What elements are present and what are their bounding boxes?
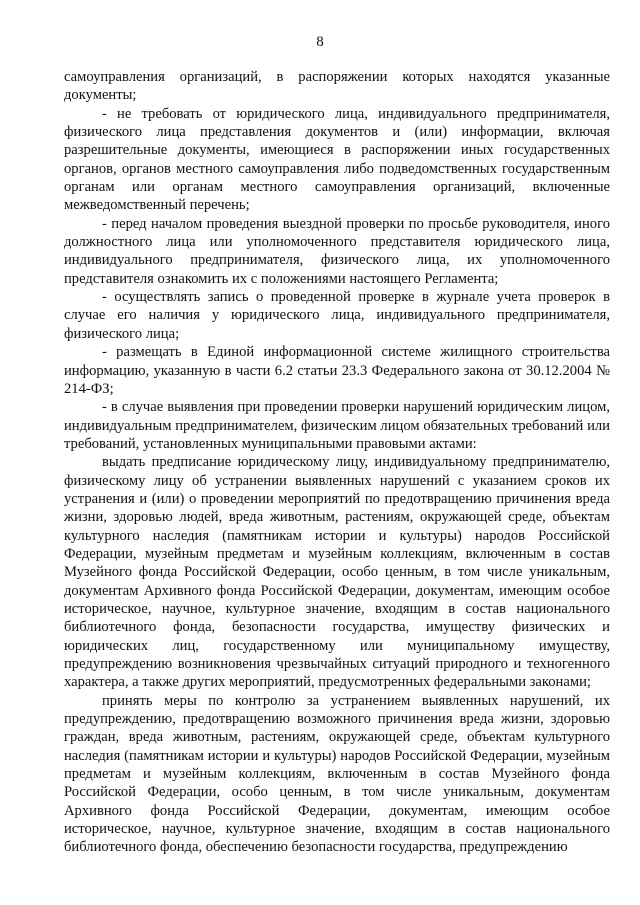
paragraph-publish-information: - размещать в Единой информационной системе жилищного строительства информацию, указанную в части 6.2 статьи 23.3 Федерального закона от 30.12.2004 № 214-ФЗ; — [64, 344, 610, 397]
paragraph-continuation: самоуправления организаций, в распоряжении которых находятся указанные документы; — [64, 69, 610, 104]
document-body — [64, 68, 610, 857]
paragraph-take-measures: принять меры по контролю за устранением выявленных нарушений, их предупреждению, предотвращению возможного причинения вреда жизни, здоровью граждан, вреда животным, растениям, окружающей среде, объектам культурного наследия (памятникам истории и культуры) народов Российской Федерации, музейным предметам и музейным коллекциям, включенным в состав Музейного фонда Российской Федерации, особо ценным, в том числе уникальным, документам Архивного фонда Российской Федерации, документам, имеющим особое историческое, научное, культурное значение, входящим в состав национального библиотечного фонда, обеспечению безопасности государства, предупреждению — [64, 692, 610, 856]
paragraph-no-document-request: - не требовать от юридического лица, индивидуального предпринимателя, физического лица представления документов и (или) информации, включая разрешительные документы, имеющиеся в распоряжении иных государственных органов, органов местного самоуправления либо подведомственных государственным органам или органам местного самоуправления организаций, включенные межведомственный перечень; — [64, 105, 610, 214]
page-number: 8 — [316, 34, 324, 50]
paragraph-familiarize-regulation: - перед началом проведения выездной проверки по просьбе руководителя, иного должностного лица или уполномоченного представителя юридического лица, индивидуального предпринимателя, физического лица, их уполномоченного представителя ознакомить их с положениями настоящего Регламента; — [64, 215, 610, 287]
paragraph-issue-order: выдать предписание юридическому лицу, индивидуальному предпринимателю, физическому лицу об устранении выявленных нарушений с указанием сроков их устранения и (или) о проведении мероприятий по предотвращению причинения вреда жизни, здоровью людей, вреда животным, растениям, окружающей среде, объектам культурного наследия (памятникам истории и культуры) народов Российской Федерации, музейным предметам и музейным коллекциям, включенным в состав Музейного фонда Российской Федерации, особо ценным, в том числе уникальным, документам Архивного фонда Российской Федерации, документам, имеющим особое историческое, научное, культурное значение, входящим в состав национального библиотечного фонда, безопасности государства, имуществу физических и юридических лиц, государственному или муниципальному имуществу, предупреждению возникновения чрезвычайных ситуаций природного и техногенного характера, а также других мероприятий, предусмотренных федеральными законами; — [64, 454, 610, 691]
paragraph-violations-detected: - в случае выявления при проведении проверки нарушений юридическим лицом, индивидуальным предпринимателем, физическим лицом обязательных требований или требований, установленных муниципальными правовыми актами: — [64, 399, 610, 452]
paragraph-inspection-log: - осуществлять запись о проведенной проверке в журнале учета проверок в случае его наличия у юридического лица, индивидуального предпринимателя, физического лица; — [64, 289, 610, 342]
